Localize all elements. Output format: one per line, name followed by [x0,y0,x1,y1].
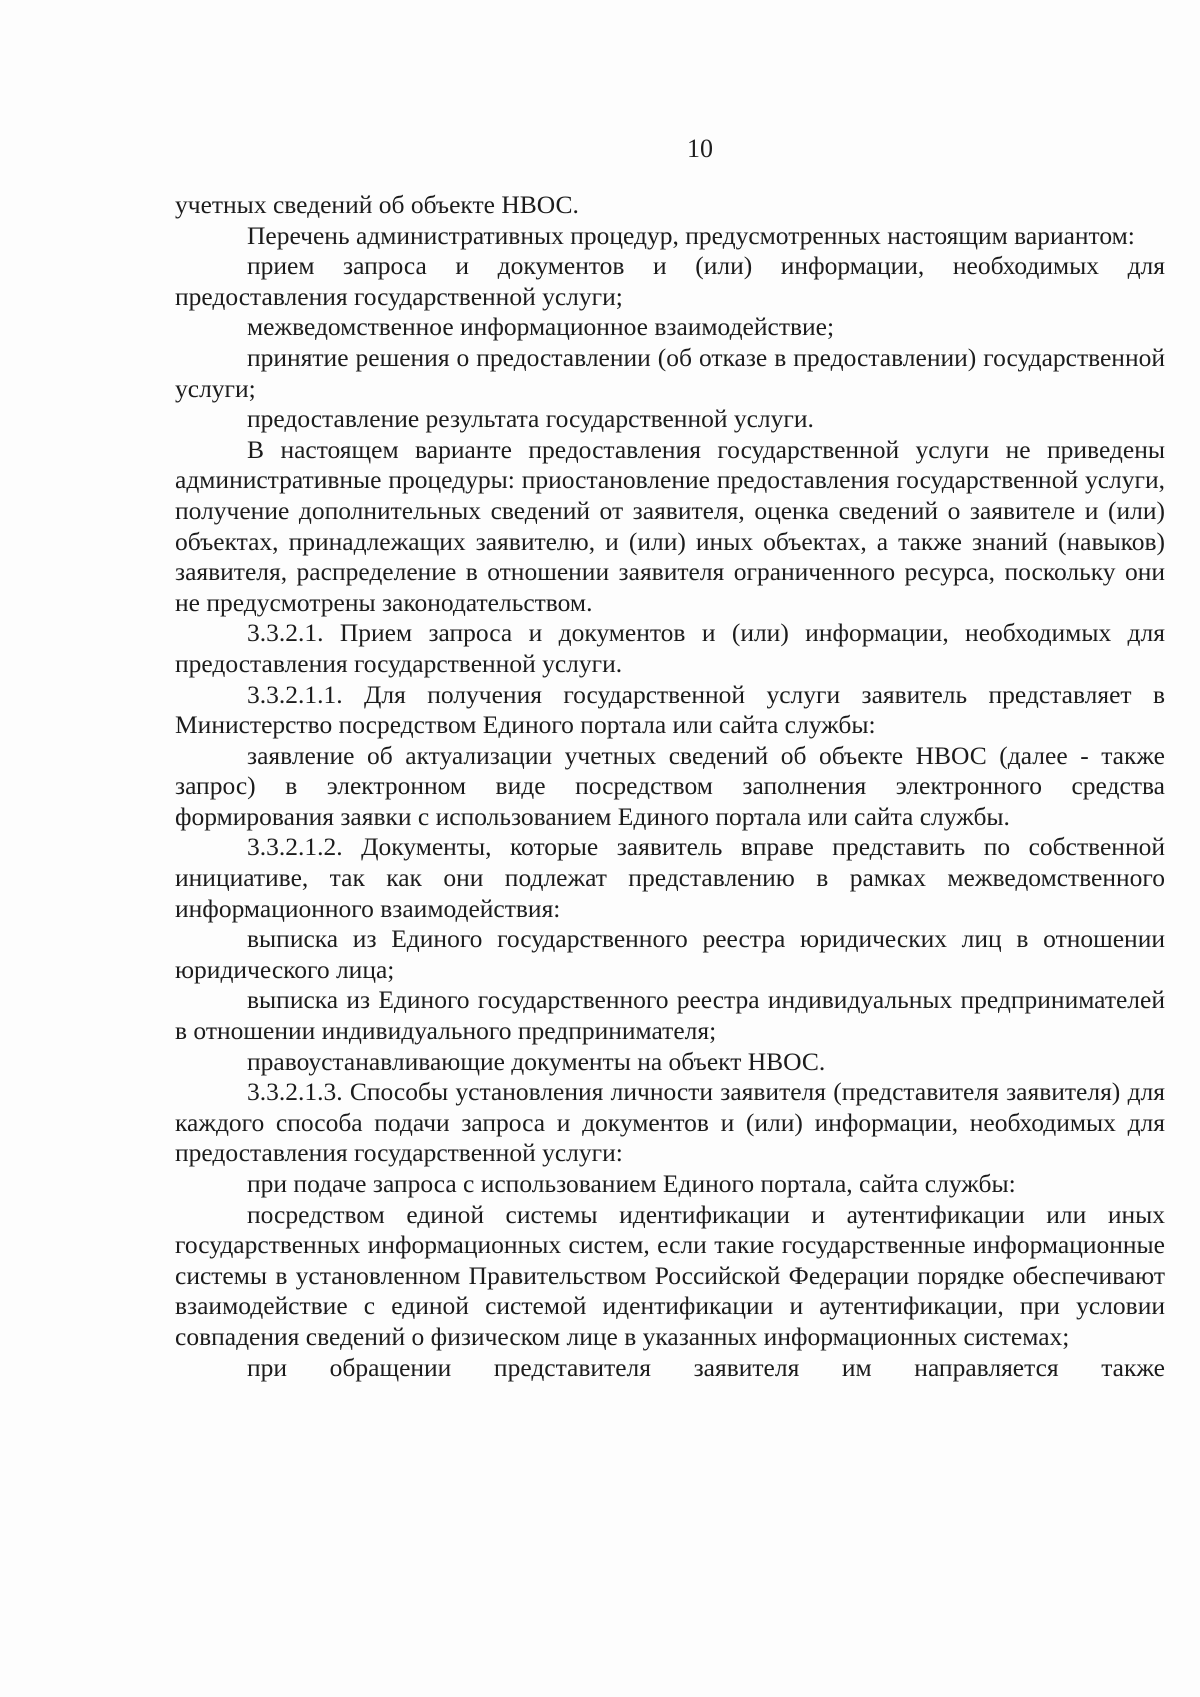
paragraph: 3.3.2.1.3. Способы установления личности заявителя (представителя заявителя) для каждого способа подачи запроса и документов и (или) информации, необходимых для предоставления государственной услуги: [175,1077,1165,1168]
paragraph: 3.3.2.1.1. Для получения государственной услуги заявитель представляет в Министерство посредством Единого портала или сайта службы: [175,679,1165,740]
paragraph: Перечень административных процедур, предусмотренных настоящим вариантом: [247,220,1135,250]
paragraph: межведомственное информационное взаимодействие; [247,312,835,342]
paragraph: учетных сведений об объекте НВОС. [175,190,579,219]
paragraph: прием запроса и документов и (или) информации, необходимых для предоставления государственной услуги; [175,251,1165,311]
page-number: 10 [687,134,713,163]
paragraph: принятие решения о предоставлении (об отказе в предоставлении) государственной услуги; [175,342,1165,403]
paragraph: выписка из Единого государственного реестра индивидуальных предпринимателей в отношении индивидуального предпринимателя; [175,985,1165,1046]
paragraph: при обращении представителя заявителя им направляется также [247,1352,1165,1382]
paragraph: 3.3.2.1.2. Документы, которые заявитель вправе представить по собственной инициативе, так как они подлежат представлению в рамках межведомственного информационного взаимодействия: [175,832,1165,923]
paragraph: предоставление результата государственной услуги. [247,404,814,434]
paragraph: посредством единой системы идентификации и аутентификации или иных государственных информационных систем, если такие государственные информационные системы в установленном Правительством Российской Федерации порядке обеспечивают взаимодействие с единой системой идентификации и аутентификации, при условии совпадения сведений о физическом лице в указанных информационных системах; [175,1199,1165,1351]
paragraph: В настоящем варианте предоставления государственной услуги не приведены административные процедуры: приостановление предоставления государственной услуги, получение дополнительных сведений от заявителя, оценка сведений о заявителе и (или) объектах, принадлежащих заявителю, и (или) иных объектах, а также знаний (навыков) заявителя, распределение в отношении заявителя ограниченного ресурса, поскольку они не предусмотрены законодательством. [175,434,1165,617]
document-text [175,190,1165,1383]
paragraph: заявление об актуализации учетных сведений об объекте НВОС (далее - также запрос) в электронном виде посредством заполнения электронного средства формирования заявки с использованием Единого портала или сайта службы. [175,740,1165,831]
paragraph: выписка из Единого государственного реестра юридических лиц в отношении юридического лица; [175,924,1165,984]
paragraph: правоустанавливающие документы на объект НВОС. [247,1046,826,1076]
paragraph: при подаче запроса с использованием Единого портала, сайта службы: [247,1169,1016,1198]
paragraph: 3.3.2.1. Прием запроса и документов и (или) информации, необходимых для предоставления государственной услуги. [175,618,1165,678]
